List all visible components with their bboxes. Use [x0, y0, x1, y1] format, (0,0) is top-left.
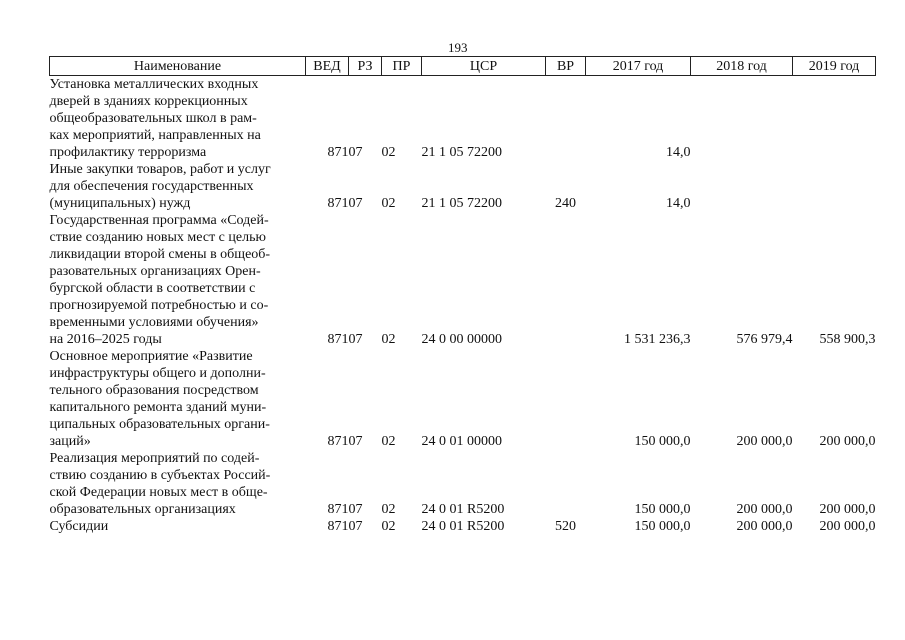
row-csr: 24 0 01 R5200: [421, 519, 505, 534]
row-2019: 200 000,0: [819, 519, 876, 534]
row-pr: 02: [381, 502, 396, 517]
row-csr: 21 1 05 72200: [421, 145, 502, 160]
row-ved: 871: [327, 332, 349, 347]
row-pr: 02: [381, 145, 396, 160]
table-row: [50, 348, 876, 450]
row-vr: [546, 348, 586, 450]
row-2019: 200 000,0: [819, 434, 876, 449]
row-2019: 200 000,0: [819, 502, 876, 517]
row-name: Субсидии: [49, 519, 109, 534]
row-2018: 576 979,4: [736, 332, 793, 347]
row-vr: 240: [555, 196, 576, 211]
row-2019: [793, 161, 876, 212]
row-name: Иные закупки товаров, работ и услуг для обеспечения государственных (муниципальных) нужд: [49, 162, 271, 211]
row-rz: 07: [348, 502, 363, 517]
row-pr: 02: [381, 434, 396, 449]
row-2017: 1 531 236,3: [624, 332, 691, 347]
header-rz: РЗ: [349, 57, 382, 76]
table-row: [50, 212, 876, 348]
row-vr: [546, 450, 586, 518]
header-2019: 2019 год: [793, 57, 876, 76]
row-name: Реализация мероприятий по содей- ствию созданию в субъектах Россий- ской Федерации новых мест в обще- образовательных организациях: [49, 451, 271, 517]
row-csr: 24 0 00 00000: [421, 332, 502, 347]
row-csr: 24 0 01 R5200: [421, 502, 505, 517]
table-row: [50, 450, 876, 518]
row-csr: 24 0 01 00000: [421, 434, 502, 449]
table-row: [50, 518, 876, 535]
row-2017: 150 000,0: [634, 502, 691, 517]
budget-table: [49, 56, 876, 535]
row-vr: [546, 212, 586, 348]
row-rz: 07: [348, 434, 363, 449]
row-ved: 871: [327, 502, 349, 517]
row-2017: 150 000,0: [634, 434, 691, 449]
row-vr: [546, 76, 586, 162]
row-ved: 871: [327, 434, 349, 449]
table-row: [50, 76, 876, 162]
row-rz: 07: [348, 196, 363, 211]
row-ved: 871: [327, 196, 349, 211]
row-name: Установка металлических входных дверей в зданиях коррекционных общеобразовательных школ в рам- ках мероприятий, направленных на профилактику терроризма: [49, 77, 261, 160]
row-pr: 02: [381, 519, 396, 534]
row-2019: 558 900,3: [819, 332, 876, 347]
row-2018: [691, 76, 793, 162]
row-2017: 14,0: [666, 145, 691, 160]
header-vr: ВР: [546, 57, 586, 76]
row-2018: 200 000,0: [736, 519, 793, 534]
row-ved: 871: [327, 519, 349, 534]
row-vr: 520: [555, 519, 576, 534]
row-2019: [793, 76, 876, 162]
row-rz: 07: [348, 519, 363, 534]
row-rz: 07: [348, 145, 363, 160]
page-number: 193: [448, 40, 468, 55]
row-name: Основное мероприятие «Развитие инфраструктуры общего и дополни- тельного образования посредством капитального ремонта зданий муни- ципальных образовательных органи- заций»: [49, 349, 270, 449]
header-2018: 2018 год: [691, 57, 793, 76]
row-ved: 871: [327, 145, 349, 160]
row-2018: 200 000,0: [736, 434, 793, 449]
row-2018: [691, 161, 793, 212]
header-name: Наименование: [50, 57, 306, 76]
row-rz: 07: [348, 332, 363, 347]
row-2018: 200 000,0: [736, 502, 793, 517]
header-csr: ЦСР: [422, 57, 546, 76]
row-pr: 02: [381, 332, 396, 347]
header-2017: 2017 год: [586, 57, 691, 76]
row-pr: 02: [381, 196, 396, 211]
row-2017: 150 000,0: [634, 519, 691, 534]
header-pr: ПР: [382, 57, 422, 76]
row-csr: 21 1 05 72200: [421, 196, 502, 211]
row-name: Государственная программа «Содей- ствие созданию новых мест с целью ликвидации второй смены в общеоб- разовательных организациях Орен- бургской области в соответствии с прогнозируемой потребностью и со- временными условиями обучения» на 2016–2025 годы: [49, 213, 271, 347]
row-2017: 14,0: [666, 196, 691, 211]
header-ved: ВЕД: [306, 57, 349, 76]
table-row: [50, 161, 876, 212]
table-header-row: [50, 57, 876, 76]
